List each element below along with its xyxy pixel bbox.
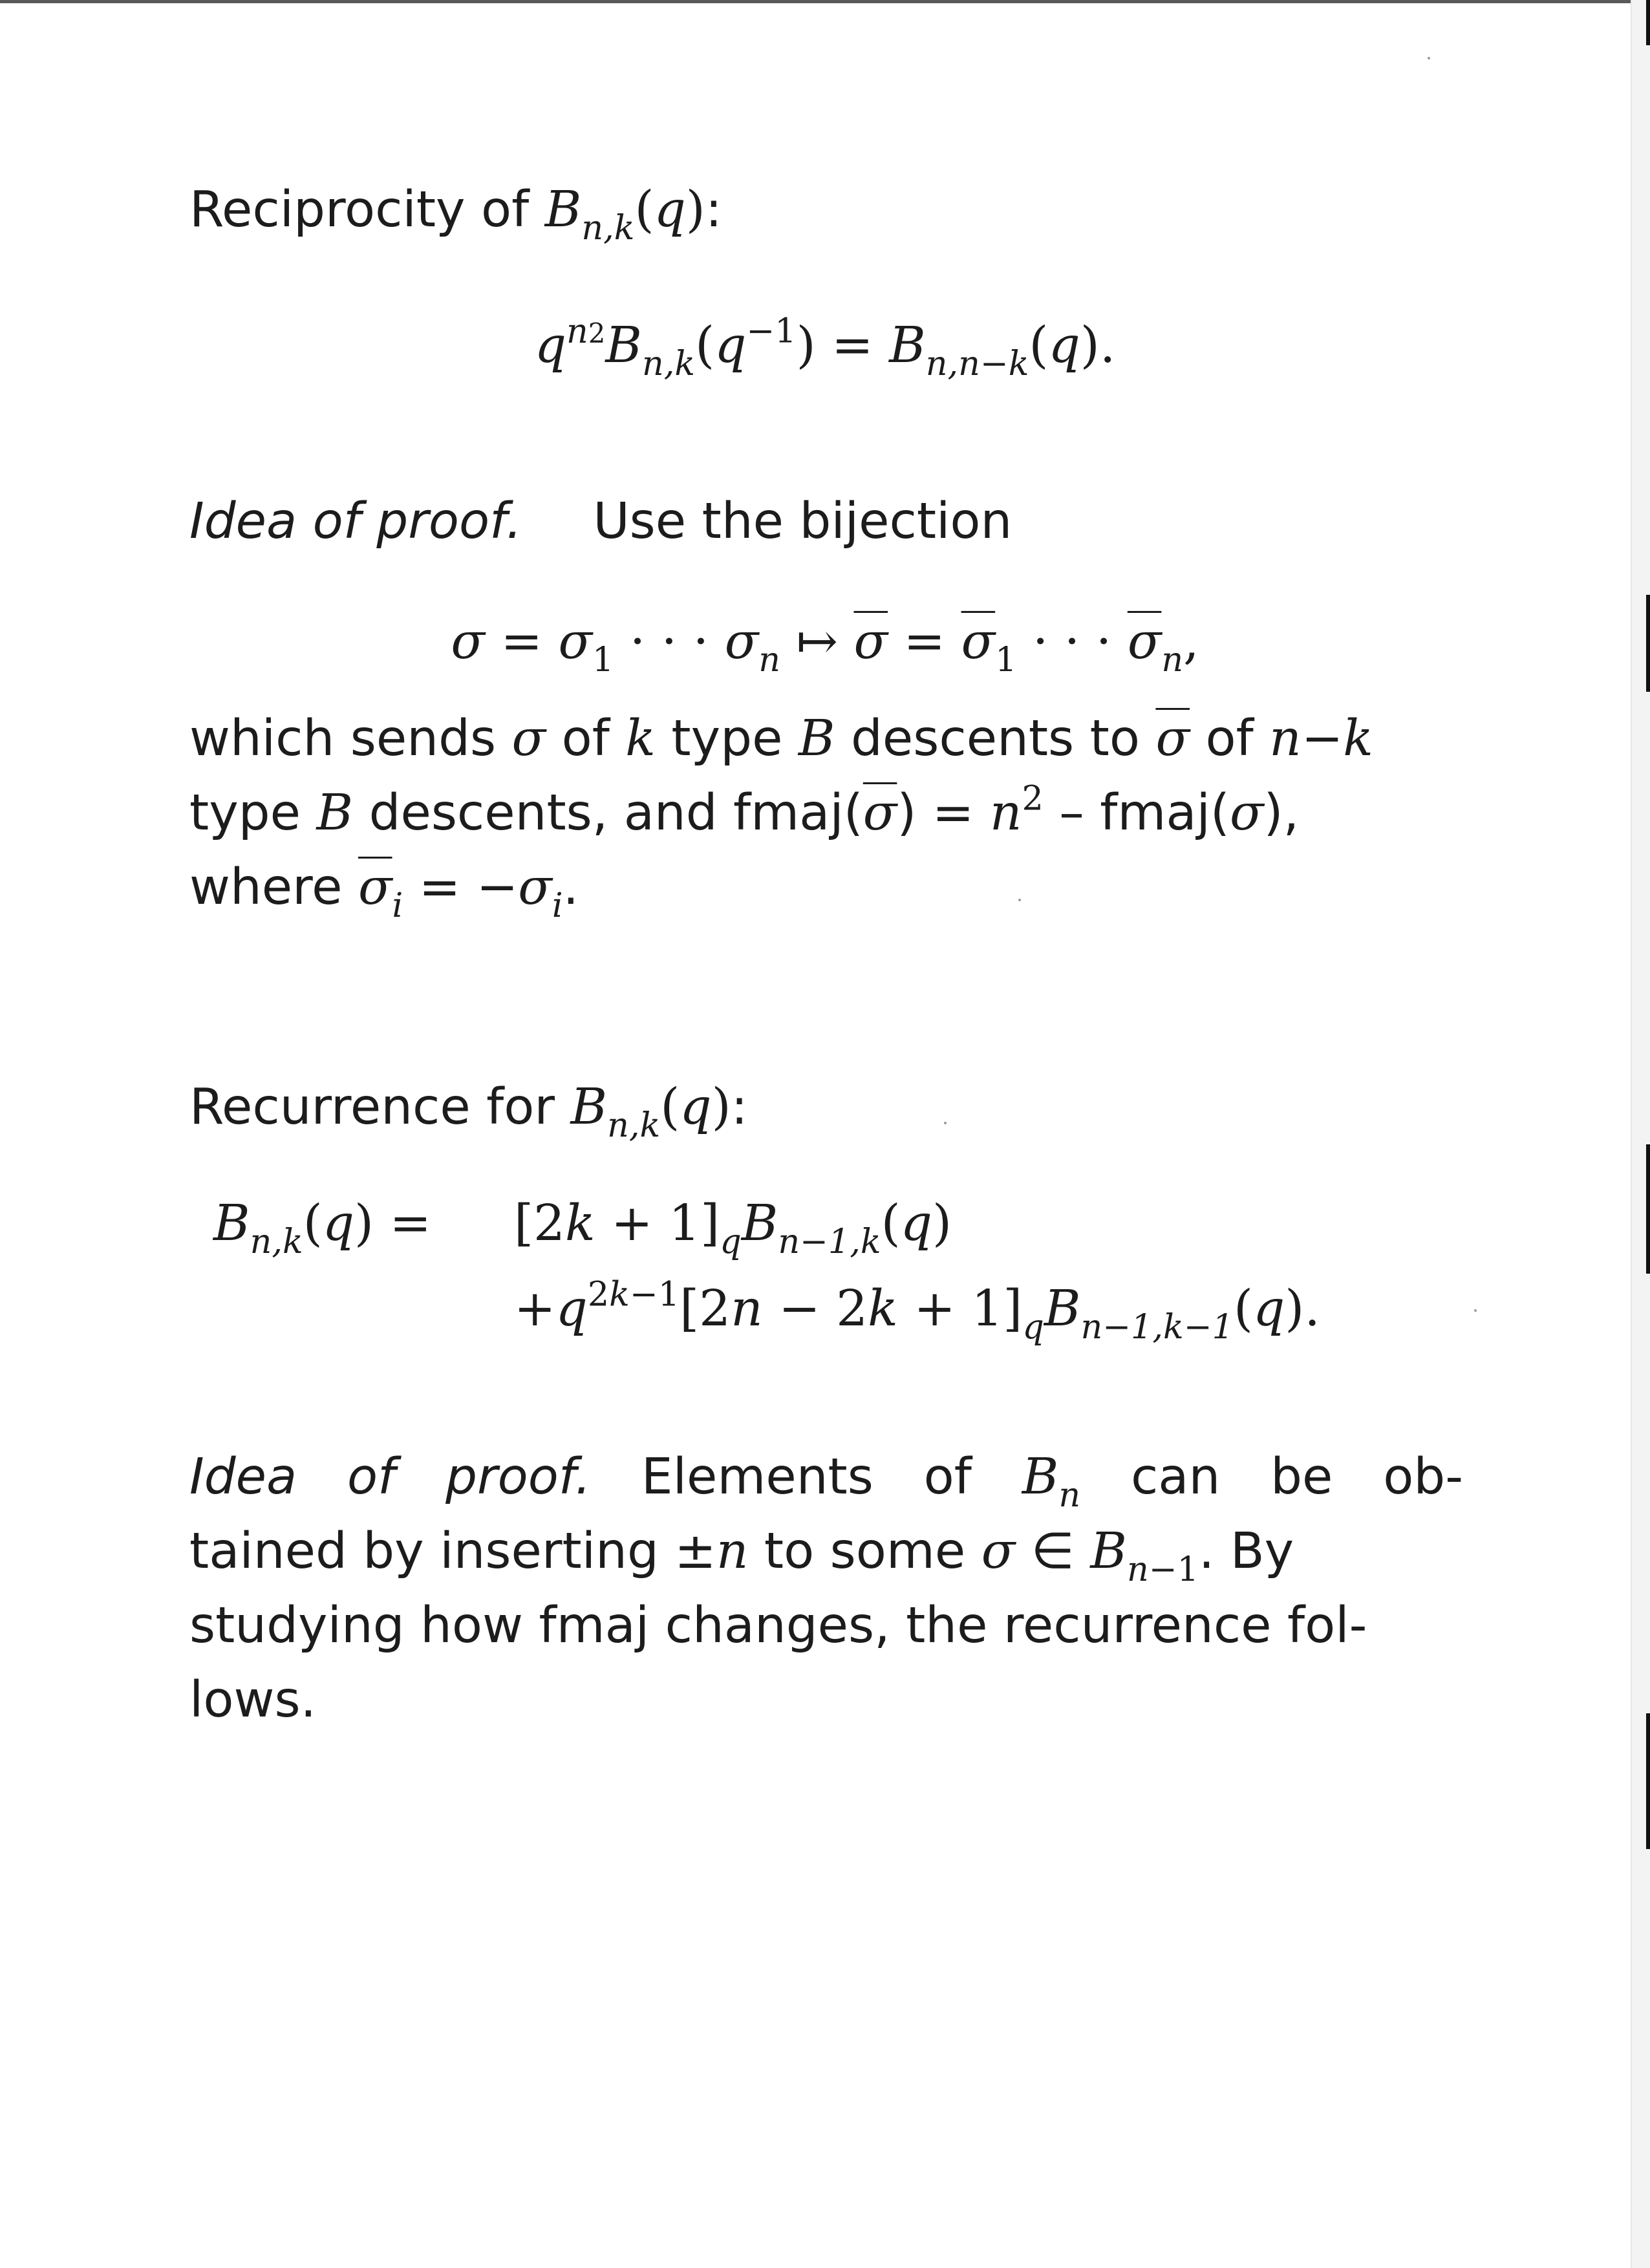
bijection-formula: $\sigma = \sigma_1$ · · · $\sigma_n$ ↦ $\overline{\sigma} = \overline{\sigma}_1$ · · · $\overline{\sigma}_n$,: [451, 613, 1199, 679]
proof-2-line-3: studying how fmaj changes, the recurrence fol-: [189, 1597, 1367, 1654]
proof-label: Idea of proof.: [189, 493, 522, 550]
reciprocity-heading: Reciprocity of $B_{n,k}(q)$:: [189, 181, 722, 248]
recurrence-formula-term-2: $+q^{2k-1}[2n - 2k + 1]_qB_{n-1,k-1}(q)$.: [514, 1274, 1320, 1347]
proof-2-line-1: Idea of proof. Elements of $B_n$ can be ob-: [189, 1448, 1463, 1515]
proof-1-line-3: where $\overline{\sigma}_i = -\sigma_i$.: [189, 859, 579, 925]
proof-1-line-1: which sends σ of k type B descents to $\overline{\sigma}$ of n−k: [189, 710, 1373, 767]
recurrence-heading: Recurrence for $B_{n,k}(q)$:: [189, 1078, 748, 1145]
proof-1-line-2: type B descents, and $fmaj(\overline{\sigma}) = n^2$ – fmaj(σ),: [189, 778, 1300, 842]
recurrence-formula-line-1: $B_{n,k}(q)$ =: [213, 1195, 432, 1261]
formula-B-nk-q: $B_{n,k}(q)$: [544, 181, 705, 248]
proof-2-line-2: tained by inserting ±n to some σ ∈ $B_{n-1}$. By: [189, 1523, 1294, 1589]
scan-speck: [1474, 1309, 1477, 1312]
proof-2-line-4: lows.: [189, 1671, 317, 1729]
reciprocity-formula: $q^{n2}B_{n,k}(q^{-1}) = B_{n,n-k}(q)$.: [534, 311, 1116, 383]
proof-1-intro: Idea of proof. Use the bijection: [189, 493, 1012, 550]
scan-speck: [1428, 57, 1430, 59]
scan-speck: [944, 1122, 947, 1124]
scan-speck: [1018, 899, 1021, 901]
recurrence-formula-term-1: $[2k + 1]_qB_{n-1,k}(q)$: [514, 1195, 952, 1261]
